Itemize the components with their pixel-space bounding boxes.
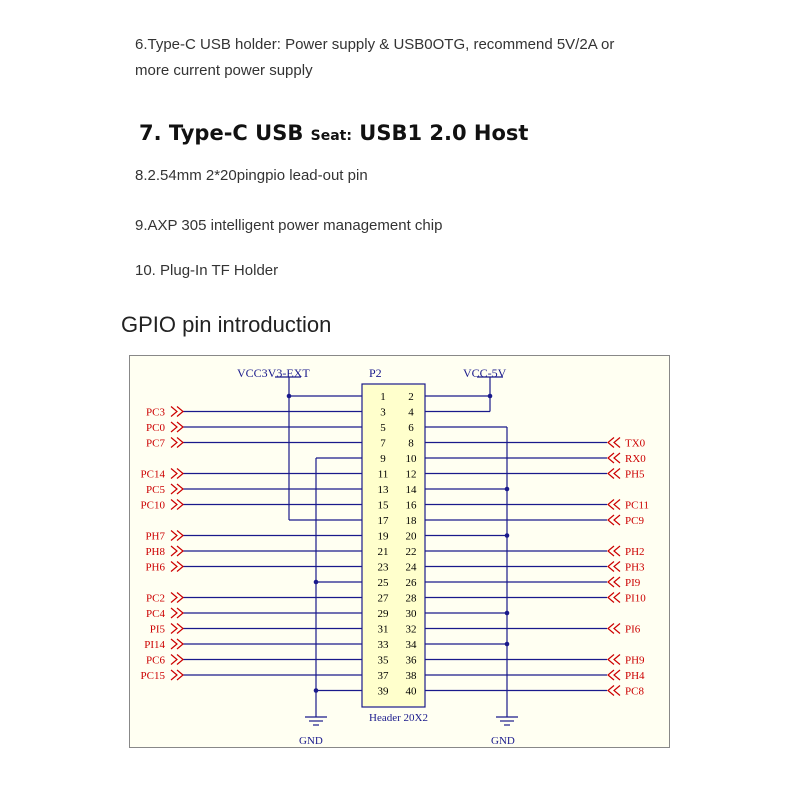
right-signal-label: PH2	[625, 546, 645, 558]
left-signal-label: PC4	[146, 608, 165, 620]
pin-number: 8	[408, 437, 414, 450]
pin-number: 11	[377, 468, 389, 481]
right-signal-label: PC9	[625, 515, 644, 527]
item9: 9.AXP 305 intelligent power management chip	[135, 217, 443, 234]
pin-number: 18	[405, 515, 417, 527]
item10: 10. Plug-In TF Holder	[135, 262, 279, 279]
item7-main: 7. Type-C USB	[139, 121, 304, 145]
pin-number: 20	[405, 530, 417, 543]
left-signal-label: PC2	[146, 592, 165, 605]
item7-rest: USB1 2.0 Host	[359, 121, 529, 145]
pin-number: 15	[377, 499, 389, 512]
left-signal-label: PC3	[146, 406, 165, 419]
left-signal-label: PC7	[146, 437, 165, 450]
pin-number: 26	[405, 577, 417, 589]
left-signal-label: PC14	[140, 468, 165, 481]
item6-line1: 6.Type-C USB holder: Power supply & USB0OTG, recommend 5V/2A or	[135, 36, 615, 53]
left-signal-label: PC10	[140, 499, 165, 512]
designator: P2	[369, 366, 382, 380]
pin-number: 39	[377, 685, 389, 698]
pin-number: 25	[377, 577, 389, 589]
gpio-schematic	[129, 355, 670, 748]
right-signal-label: PH3	[625, 561, 645, 574]
pin-number: 32	[405, 623, 417, 636]
left-signal-label: PC0	[146, 422, 165, 434]
junction-dot	[505, 642, 510, 647]
pin-number: 38	[405, 670, 417, 682]
junction-dot	[488, 394, 493, 399]
junction-dot	[287, 394, 292, 399]
left-signal-label: PI14	[144, 639, 165, 651]
item7-seat: Seat:	[310, 128, 352, 144]
right-signal-label: PC8	[625, 685, 644, 698]
right-signal-label: PC11	[625, 499, 650, 512]
pin-number: 1	[380, 391, 386, 403]
left-signal-label: PI5	[149, 623, 165, 636]
left-signal-label: PC15	[140, 670, 165, 682]
right-signal-label: PH5	[625, 468, 645, 481]
pin-number: 5	[380, 422, 386, 434]
pin-number: 7	[380, 437, 386, 450]
junction-dot	[505, 611, 510, 616]
left-signal-label: PC5	[146, 484, 165, 496]
pin-number: 30	[405, 608, 417, 620]
pin-number: 34	[405, 639, 417, 651]
pin-number: 27	[377, 592, 389, 605]
pin-number: 17	[377, 515, 389, 527]
gnd-left-label: GND	[299, 735, 323, 747]
item6-line2: more current power supply	[135, 62, 313, 79]
right-signal-label: RX0	[625, 453, 646, 465]
pin-number: 14	[405, 484, 417, 496]
vcc3v3-label: VCC3V3-EXT	[237, 366, 310, 380]
gpio-title: GPIO pin introduction	[121, 312, 332, 337]
pin-number: 3	[380, 406, 386, 419]
right-signal-label: PH4	[625, 670, 645, 682]
pin-number: 16	[405, 499, 417, 512]
gnd-right-label: GND	[491, 735, 515, 747]
pin-number: 22	[405, 546, 417, 558]
left-signal-label: PC6	[146, 654, 165, 667]
component-name: Header 20X2	[369, 712, 428, 724]
item8: 8.2.54mm 2*20pingpio lead-out pin	[135, 167, 368, 184]
pin-number: 37	[377, 670, 389, 682]
pin-number: 21	[377, 546, 389, 558]
junction-dot	[314, 688, 319, 693]
left-signal-label: PH8	[145, 546, 165, 558]
pin-number: 35	[377, 654, 389, 667]
right-signal-label: PI9	[625, 577, 641, 589]
right-signal-label: TX0	[625, 437, 646, 450]
item7-heading	[139, 121, 528, 145]
pin-number: 19	[377, 530, 389, 543]
pin-number: 31	[377, 623, 389, 636]
pin-number: 10	[405, 453, 417, 465]
vcc5v-label: VCC-5V	[463, 366, 507, 380]
pin-number: 28	[405, 592, 417, 605]
pin-number: 40	[405, 685, 417, 698]
pin-number: 2	[408, 391, 414, 403]
pin-number: 33	[377, 639, 389, 651]
right-signal-label: PI10	[625, 592, 646, 605]
pin-number: 12	[405, 468, 417, 481]
pin-number: 24	[405, 561, 417, 574]
pin-number: 36	[405, 654, 417, 667]
pin-number: 13	[377, 484, 389, 496]
junction-dot	[505, 533, 510, 538]
pin-number: 4	[408, 406, 414, 419]
left-signal-label: PH7	[145, 530, 165, 543]
pin-number: 23	[377, 561, 389, 574]
right-signal-label: PH9	[625, 654, 645, 667]
junction-dot	[314, 580, 319, 585]
pin-number: 29	[377, 608, 389, 620]
right-signal-label: PI6	[625, 623, 641, 636]
left-signal-label: PH6	[145, 561, 165, 574]
pin-number: 6	[408, 422, 414, 434]
pin-number: 9	[380, 453, 386, 465]
junction-dot	[505, 487, 510, 492]
